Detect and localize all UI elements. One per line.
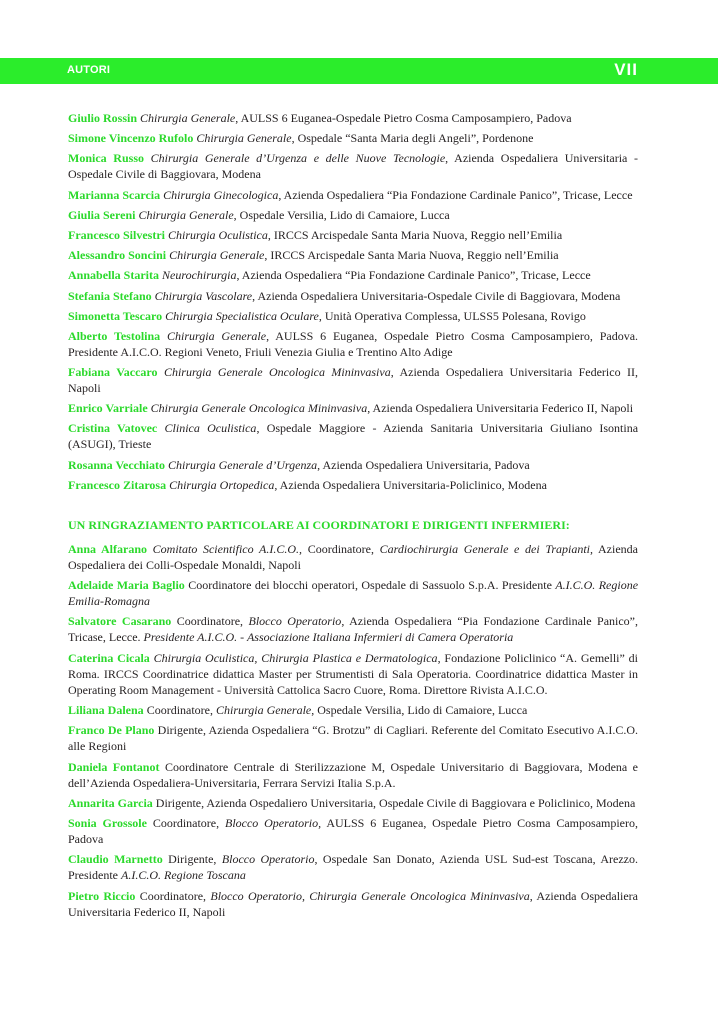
person-name: Giulio Rossin: [68, 111, 138, 125]
specialty-text: Blocco Operatorio: [248, 614, 342, 629]
specialty-text: Blocco Operatorio,: [224, 816, 322, 831]
person-name: Giulia Sereni: [68, 207, 136, 222]
list-item: [68, 759, 638, 791]
affiliation-text: , Ospedale San Donato, Azienda USL Sud-est Toscana, Arezzo. Presidente: [68, 852, 638, 883]
affiliation-text: , AULSS 6 Euganea-Ospedale Pietro Cosma Camposampiero, Padova: [235, 111, 572, 125]
affiliation-text: Dirigente,: [168, 852, 222, 867]
nurses-list: [68, 541, 638, 920]
person-name: Francesco Zitarosa: [68, 477, 167, 492]
affiliation-text: Coordinatore dei blocchi operatori, Ospedale di Sassuolo S.p.A. Presidente: [188, 578, 556, 593]
specialty-text: Blocco Operatorio: [221, 852, 315, 867]
list-item: [68, 328, 638, 360]
affiliation-text: Coordinatore,: [302, 541, 380, 556]
specialty-text: Chirurgia Generale: [140, 111, 236, 125]
specialty-text: Clinica Oculistica: [164, 421, 257, 436]
person-name: Simone Vincenzo Rufolo: [68, 131, 194, 146]
person-name: Liliana Dalena: [68, 703, 144, 717]
affiliation-text: , Ospedale Versilia, Lido di Camaiore, Lucca: [311, 703, 528, 717]
specialty-text: Chirurgia Generale d’Urgenza e delle Nuove Tecnologie: [150, 151, 446, 166]
person-name: Claudio Marnetto: [68, 852, 163, 867]
person-name: Fabiana Vaccaro: [68, 365, 158, 380]
specialty-text: Chirurgia Specialistica Oculare: [165, 308, 319, 323]
affiliation-text: , Ospedale Versilia, Lido di Camaiore, Lucca: [233, 207, 450, 222]
specialty-text: Chirurgia Generale d’Urgenza: [168, 457, 318, 472]
affiliation-text: , Azienda Ospedaliera “Pia Fondazione Cardinale Panico”, Tricase, Lecce: [236, 268, 591, 283]
affiliation-text: , Azienda Ospedaliera Universitaria - Ospedale Civile di Baggiovara, Modena: [68, 151, 639, 182]
specialty-text: Chirurgia Generale: [169, 248, 265, 263]
list-item: [68, 150, 638, 182]
list-item: [68, 227, 638, 243]
person-name: Francesco Silvestri: [68, 227, 165, 242]
affiliation-text: , Azienda Ospedaliera “Pia Fondazione Cardinale Panico”, Tricase, Lecce.: [68, 614, 639, 645]
list-item: [68, 541, 638, 573]
affiliation-text: , Azienda Ospedaliera Universitaria Federico II, Napoli: [367, 401, 634, 416]
specialty-text: Chirurgia Oculistica, Chirurgia Plastica e Dermatologica: [153, 650, 438, 665]
acknowledgement-heading: UN RINGRAZIAMENTO PARTICOLARE AI COORDINATORI E DIRIGENTI INFERMIERI:: [68, 517, 570, 532]
specialty-text: Neurochirurgia: [162, 268, 237, 283]
authors-list: [68, 110, 638, 493]
person-name: Simonetta Tescaro: [68, 308, 163, 323]
affiliation-text: , Azienda Ospedaliera Universitaria, Padova: [317, 457, 530, 472]
list-item: [68, 722, 638, 754]
specialty-text: Cardiochirurgia Generale e dei Trapianti,: [379, 541, 594, 556]
affiliation-text: Coordinatore,: [139, 888, 211, 903]
person-name: Salvatore Casarano: [68, 614, 172, 629]
affiliation-text: Coordinatore,: [152, 816, 225, 831]
person-name: Marianna Scarcia: [68, 187, 161, 202]
person-name: Alberto Testolina: [68, 328, 161, 343]
specialty-text: Chirurgia Generale Oncologica Mininvasiva: [163, 365, 391, 380]
list-item: [68, 247, 638, 263]
person-name: Rosanna Vecchiato: [68, 457, 166, 472]
affiliation-text: , IRCCS Arcispedale Santa Maria Nuova, Reggio nell’Emilia: [267, 227, 563, 242]
list-item: [68, 650, 638, 698]
list-item: [68, 364, 638, 396]
specialty-text: Presidente A.I.C.O. - Associazione Italiana Infermieri di Camera Operatoria: [143, 630, 514, 645]
affiliation-text: , Azienda Ospedaliera Universitaria-Policlinico, Modena: [274, 477, 547, 492]
list-item: [68, 613, 638, 645]
specialty-text: Comitato Scientifico A.I.C.O.,: [152, 541, 303, 556]
person-name: Stefania Stefano: [68, 288, 152, 303]
page-content: [68, 110, 638, 924]
list-item: [68, 795, 638, 811]
list-item: [68, 457, 638, 473]
specialty-text: Chirurgia Oculistica: [167, 227, 268, 242]
specialty-text: Chirurgia Generale Oncologica Mininvasiva: [150, 401, 368, 416]
affiliation-text: Azienda Ospedaliera dei Colli-Ospedale Monaldi, Napoli: [68, 541, 638, 572]
list-item: [68, 207, 638, 223]
person-name: Monica Russo: [68, 151, 144, 166]
person-name: Enrico Varriale: [68, 401, 148, 416]
affiliation-text: , Ospedale Maggiore - Azienda Sanitaria Universitaria Giuliano Isontina (ASUGI), Trieste: [68, 421, 639, 452]
list-item: [68, 815, 638, 847]
affiliation-text: , IRCCS Arcispedale Santa Maria Nuova, Reggio nell’Emilia: [264, 248, 559, 263]
specialty-text: Chirurgia Ortopedica: [169, 477, 275, 492]
affiliation-text: AULSS 6 Euganea, Ospedale Pietro Cosma Camposampiero, Padova: [68, 816, 639, 847]
list-item: [68, 851, 638, 883]
specialty-text: Chirurgia Ginecologica: [163, 187, 279, 202]
person-name: Adelaide Maria Baglio: [68, 578, 185, 593]
list-item: [68, 267, 638, 283]
affiliation-text: , Ospedale “Santa Maria degli Angeli”, Pordenone: [291, 131, 534, 146]
person-name: Pietro Riccio: [68, 888, 136, 903]
list-item: [68, 308, 638, 324]
person-name: Daniela Fontanot: [68, 759, 160, 774]
list-item: [68, 110, 638, 126]
list-item: [68, 702, 638, 718]
specialty-text: Chirurgia Vascolare: [154, 288, 253, 303]
affiliation-text: , Unità Operativa Complessa, ULSS5 Polesana, Rovigo: [318, 308, 586, 323]
person-name: Cristina Vatovec: [68, 421, 158, 436]
person-name: Sonia Grossole: [68, 816, 147, 831]
list-item: [68, 288, 638, 304]
page-number: VII: [614, 60, 638, 79]
person-name: Caterina Cicala: [68, 650, 150, 665]
list-item: [68, 187, 638, 203]
header-band: [0, 58, 718, 84]
section-title-autori: AUTORI: [67, 64, 111, 76]
specialty-text: Chirurgia Generale: [138, 207, 234, 222]
affiliation-text: Coordinatore,: [146, 703, 217, 717]
specialty-text: A.I.C.O. Regione Toscana: [121, 868, 246, 883]
person-name: Annabella Starita: [68, 268, 160, 283]
specialty-text: Chirurgia Generale: [167, 328, 267, 343]
person-name: Annarita Garcia: [68, 795, 153, 810]
specialty-text: A.I.C.O. Regione Emilia-Romagna: [68, 578, 639, 609]
specialty-text: Chirurgia Generale: [216, 703, 312, 717]
list-item: [68, 130, 638, 146]
list-item: [68, 420, 638, 452]
affiliation-text: , Azienda Ospedaliera “Pia Fondazione Cardinale Panico”, Tricase, Lecce: [278, 187, 633, 202]
affiliation-text: Dirigente, Azienda Ospedaliero Universitaria, Ospedale Civile di Baggiovara e Policlinico, Modena: [155, 795, 636, 810]
list-item: [68, 400, 638, 416]
person-name: Anna Alfarano: [68, 541, 147, 556]
list-item: [68, 477, 638, 493]
affiliation-text: , Azienda Ospedaliera Universitaria-Ospedale Civile di Baggiovara, Modena: [252, 288, 621, 303]
affiliation-text: Dirigente, Azienda Ospedaliera “G. Brotzu” di Cagliari. Referente del Comitato Esecutivo A.I.C.O. alle Regioni: [68, 723, 638, 754]
affiliation-text: , Fondazione Policlinico “A. Gemelli” di Roma. IRCCS Coordinatrice didattica Master per Strumentisti di Sala Operatoria. Coordinatrice didattica Master in Operating Room Management - Università Cattolica Sacro Cuore, Roma. Direttore Rivista A.I.C.O.: [68, 650, 638, 697]
specialty-text: Blocco Operatorio, Chirurgia Generale Oncologica Mininvasiva: [210, 888, 530, 903]
affiliation-text: , AULSS 6 Euganea, Ospedale Pietro Cosma Camposampiero, Padova. Presidente A.I.C.O. Regioni Veneto, Friuli Venezia Giulia e Trentino Alto Adige: [68, 328, 639, 359]
affiliation-text: , Azienda Ospedaliera Universitaria Federico II, Napoli: [68, 888, 639, 919]
specialty-text: Chirurgia Generale: [196, 131, 292, 146]
list-item: [68, 577, 638, 609]
affiliation-text: Coordinatore Centrale di Sterilizzazione M, Ospedale Universitario di Baggiovara, Modena e dell’Azienda Ospedaliera-Universitaria, Ferrara Servizi Italia S.p.A.: [68, 759, 639, 790]
affiliation-text: Coordinatore,: [176, 614, 249, 629]
affiliation-text: , Azienda Ospedaliera Universitaria Federico II, Napoli: [68, 365, 638, 396]
list-item: [68, 888, 638, 920]
person-name: Franco De Plano: [68, 723, 155, 738]
person-name: Alessandro Soncini: [68, 248, 167, 263]
